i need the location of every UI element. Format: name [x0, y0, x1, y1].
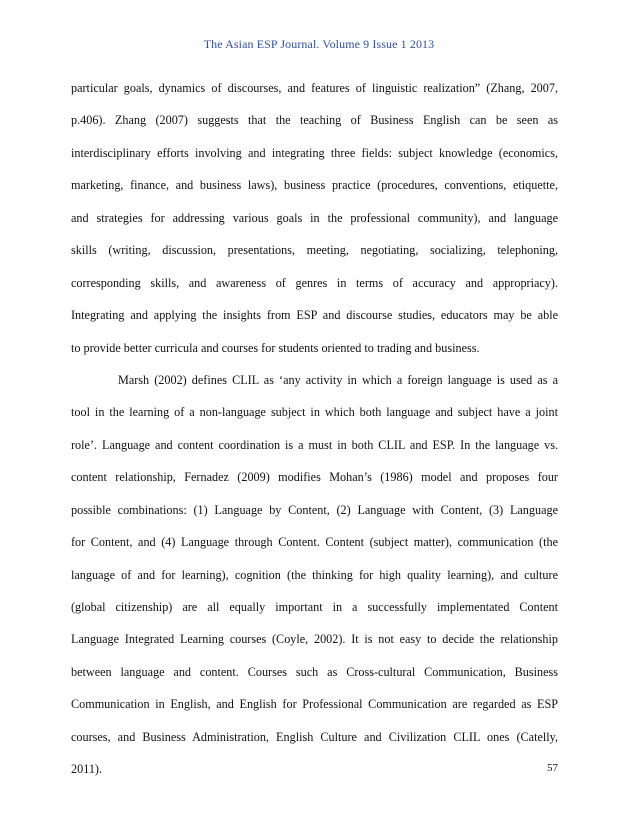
- text-line: and strategies for addressing various goals in the professional community), and language: [71, 210, 558, 225]
- text-line: role’. Language and content coordination is a must in both CLIL and ESP. In the language vs.: [71, 437, 558, 452]
- text-line: for Content, and (4) Language through Content. Content (subject matter), communication (the: [71, 535, 558, 550]
- text-line: Language Integrated Learning courses (Coyle, 2002). It is not easy to decide the relationship: [71, 632, 558, 647]
- text-line: to provide better curricula and courses for students oriented to trading and business.: [71, 340, 480, 355]
- paragraph-2: [71, 369, 558, 791]
- text-line: courses, and Business Administration, English Culture and Civilization CLIL ones (Catelly,: [71, 729, 558, 744]
- paragraph-1: [71, 77, 558, 369]
- text-line: Communication in English, and English for Professional Communication are regarded as ESP: [71, 697, 558, 712]
- text-line: (global citizenship) are all equally important in a successfully implementated Content: [71, 600, 558, 614]
- text-line: possible combinations: (1) Language by Content, (2) Language with Content, (3) Language: [71, 502, 558, 517]
- text-line: corresponding skills, and awareness of genres in terms of accuracy and appropriacy).: [71, 275, 558, 290]
- text-line: 2011).: [71, 762, 103, 777]
- text-line: content relationship, Fernadez (2009) modifies Mohan’s (1986) model and proposes four: [71, 470, 558, 485]
- running-header: The Asian ESP Journal. Volume 9 Issue 1 2013: [203, 37, 435, 51]
- text-line: particular goals, dynamics of discourses, and features of linguistic realization” (Zhang, 2007,: [71, 81, 558, 95]
- text-line: tool in the learning of a non-language subject in which both language and subject have a joint: [71, 405, 558, 420]
- text-line: p.406). Zhang (2007) suggests that the teaching of Business English can be seen as: [71, 113, 558, 128]
- body-text: [71, 77, 558, 791]
- text-line: Marsh (2002) defines CLIL as ‘any activity in which a foreign language is used as a: [118, 372, 558, 387]
- text-line: marketing, finance, and business laws), business practice (procedures, conventions, etiquette,: [71, 178, 558, 193]
- text-line: between language and content. Courses such as Cross-cultural Communication, Business: [71, 664, 558, 679]
- text-line: language of and for learning), cognition (the thinking for high quality learning), and culture: [71, 567, 558, 582]
- text-line: Integrating and applying the insights from ESP and discourse studies, educators may be able: [71, 308, 558, 323]
- text-line: skills (writing, discussion, presentations, meeting, negotiating, socializing, telephoning,: [71, 243, 558, 258]
- text-line: interdisciplinary efforts involving and integrating three fields: subject knowledge (economics,: [71, 145, 558, 160]
- page-number: 57: [547, 762, 558, 774]
